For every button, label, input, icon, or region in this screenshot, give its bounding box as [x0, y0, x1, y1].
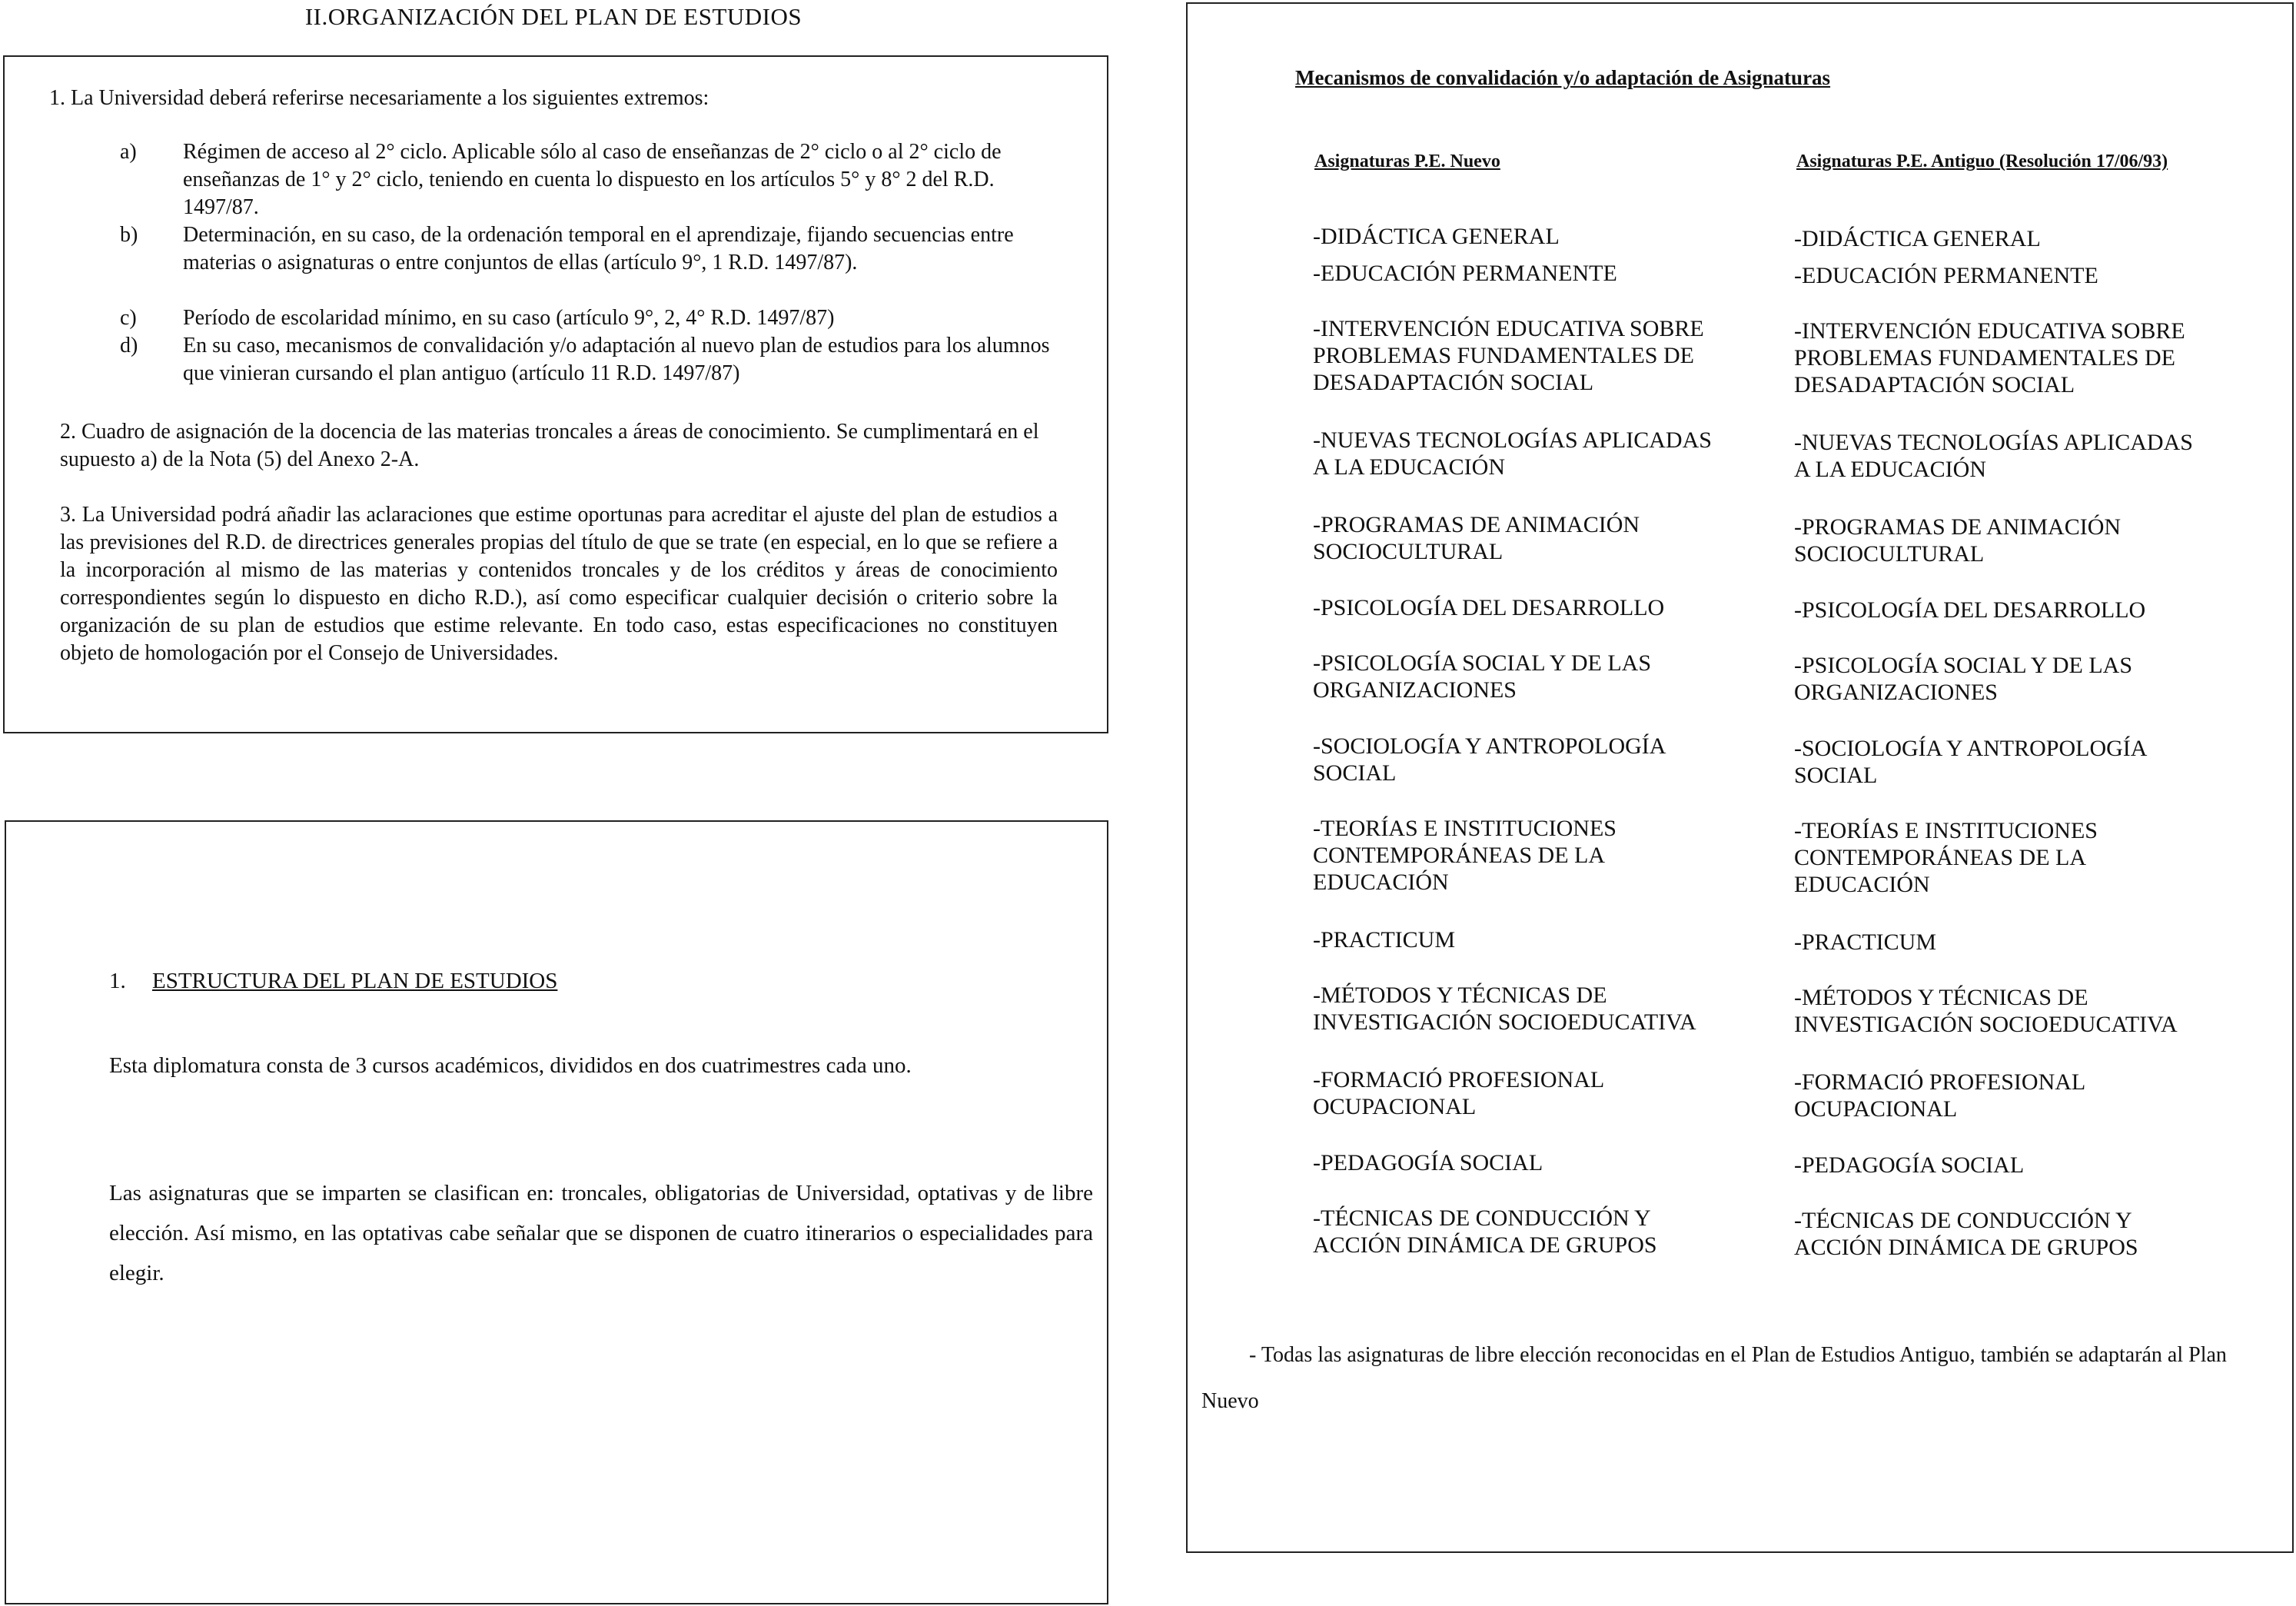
- list-item-label: b): [120, 223, 138, 247]
- subject-new: -PEDAGOGÍA SOCIAL: [1313, 1150, 1543, 1175]
- subject-new: -TÉCNICAS DE CONDUCCIÓN Y ACCIÓN DINÁMICA DE GRUPOS: [1313, 1205, 1657, 1258]
- list-item-text: Período de escolaridad mínimo, en su caso (artículo 9°, 2, 4° R.D. 1497/87): [183, 306, 835, 330]
- organization-requirements-box: [3, 55, 1108, 733]
- subject-old: -EDUCACIÓN PERMANENTE: [1794, 263, 2098, 288]
- subject-old: -PEDAGOGÍA SOCIAL: [1794, 1152, 2025, 1178]
- subject-old: -FORMACIÓ PROFESIONAL OCUPACIONAL: [1794, 1069, 2086, 1122]
- paragraph-1: 1. La Universidad deberá referirse necesariamente a los siguientes extremos:: [49, 86, 709, 110]
- structure-box: [5, 820, 1108, 1604]
- convalidation-title: Mecanismos de convalidación y/o adaptación de Asignaturas: [1295, 66, 1831, 89]
- subject-old: -INTERVENCIÓN EDUCATIVA SOBRE PROBLEMAS FUNDAMENTALES DE DESADAPTACIÓN SOCIAL: [1794, 318, 2185, 397]
- section-number: 1.: [109, 969, 126, 993]
- subject-new: -TEORÍAS E INSTITUCIONES CONTEMPORÁNEAS DE LA EDUCACIÓN: [1313, 816, 1617, 895]
- subject-new: -SOCIOLOGÍA Y ANTROPOLOGÍA SOCIAL: [1313, 733, 1666, 786]
- subject-old: -SOCIOLOGÍA Y ANTROPOLOGÍA SOCIAL: [1794, 736, 2148, 788]
- structure-paragraph-2: Las asignaturas que se imparten se clasifican en: troncales, obligatorias de Universidad, optativas y de libre elección. Así mismo, en las optativas cabe señalar que se disponen de cuatro itinerarios o especialidades para elegir.: [109, 1181, 1093, 1285]
- paragraph-2: 2. Cuadro de asignación de la docencia de las materias troncales a áreas de conocimiento. Se cumplimentará en el supuesto a) de la Nota (5) del Anexo 2-A.: [60, 420, 1039, 471]
- list-item-text: Determinación, en su caso, de la ordenación temporal en el aprendizaje, fijando secuencias entre materias o asignaturas o entre conjuntos de ellas (artículo 9°, 1 R.D. 1497/87).: [183, 223, 1014, 274]
- list-item-text: En su caso, mecanismos de convalidación y/o adaptación al nuevo plan de estudios para los alumnos que vinieran cursando el plan antiguo (artículo 11 R.D. 1497/87): [183, 334, 1050, 385]
- list-item: [120, 304, 1065, 332]
- subject-new: -PSICOLOGÍA SOCIAL Y DE LAS ORGANIZACIONES: [1313, 650, 1652, 703]
- subject-old: -PRACTICUM: [1794, 929, 1937, 955]
- page-title: II.ORGANIZACIÓN DEL PLAN DE ESTUDIOS: [304, 3, 802, 30]
- subject-old: -PROGRAMAS DE ANIMACIÓN SOCIOCULTURAL: [1794, 514, 2122, 567]
- subject-new: -DIDÁCTICA GENERAL: [1313, 224, 1560, 249]
- subject-new: -PROGRAMAS DE ANIMACIÓN SOCIOCULTURAL: [1313, 512, 1640, 564]
- subject-new: -NUEVAS TECNOLOGÍAS APLICADAS A LA EDUCACIÓN: [1313, 427, 1712, 480]
- list-item: [120, 332, 1065, 387]
- structure-paragraph-1: Esta diplomatura consta de 3 cursos académicos, divididos en dos cuatrimestres cada uno.: [109, 1053, 912, 1078]
- subject-old: -PSICOLOGÍA DEL DESARROLLO: [1794, 597, 2146, 623]
- subject-old: -PSICOLOGÍA SOCIAL Y DE LAS ORGANIZACIONES: [1794, 653, 2133, 705]
- list-item: [120, 221, 1065, 304]
- subject-new: -MÉTODOS Y TÉCNICAS DE INVESTIGACIÓN SOCIOEDUCATIVA: [1313, 983, 1696, 1035]
- paragraph-3: 3. La Universidad podrá añadir las aclaraciones que estime oportunas para acreditar el ajuste del plan de estudios a las previsiones del R.D. de directrices generales propias del título de que se trate (en especial, en lo que se refiere a la incorporación al mismo de las materias y contenidos troncales y de los créditos y áreas de conocimiento correspondientes según lo dispuesto en dicho R.D.), así como especificar cualquier decisión o criterio sobre la organización de su plan de estudios que estime relevante. En todo caso, estas especificaciones no constituyen objeto de homologación por el Consejo de Universidades.: [60, 503, 1058, 665]
- subject-old: -TEORÍAS E INSTITUCIONES CONTEMPORÁNEAS DE LA EDUCACIÓN: [1794, 818, 2098, 897]
- subject-new: -FORMACIÓ PROFESIONAL OCUPACIONAL: [1313, 1067, 1605, 1119]
- column-header-old: Asignaturas P.E. Antiguo (Resolución 17/06/93): [1796, 151, 2168, 171]
- convalidation-box: [1186, 2, 2294, 1553]
- subject-new: -PRACTICUM: [1313, 927, 1456, 953]
- section-heading: ESTRUCTURA DEL PLAN DE ESTUDIOS: [152, 969, 558, 993]
- list-item-text: Régimen de acceso al 2° ciclo. Aplicable sólo al caso de enseñanzas de 2° ciclo o al 2° ciclo de enseñanzas de 1° y 2° ciclo, teniendo en cuenta lo dispuesto en los artículos 5° y 8° 2 del R.D. 1497/87.: [183, 140, 1002, 219]
- subject-new: -PSICOLOGÍA DEL DESARROLLO: [1313, 595, 1665, 620]
- list-item-label: c): [120, 306, 137, 330]
- subject-old: -NUEVAS TECNOLOGÍAS APLICADAS A LA EDUCACIÓN: [1794, 430, 2193, 482]
- subject-new: -INTERVENCIÓN EDUCATIVA SOBRE PROBLEMAS FUNDAMENTALES DE DESADAPTACIÓN SOCIAL: [1313, 316, 1704, 395]
- subject-old: -MÉTODOS Y TÉCNICAS DE INVESTIGACIÓN SOCIOEDUCATIVA: [1794, 985, 2178, 1037]
- list-item-label: d): [120, 334, 138, 357]
- list-item-label: a): [120, 140, 137, 164]
- subject-old: -DIDÁCTICA GENERAL: [1794, 226, 2041, 251]
- subject-new: -EDUCACIÓN PERMANENTE: [1313, 261, 1617, 286]
- footnote: - Todas las asignaturas de libre elección reconocidas en el Plan de Estudios Antiguo, también se adaptarán al Plan Nuevo: [1201, 1343, 2227, 1413]
- list-item: [120, 138, 1065, 221]
- subject-old: -TÉCNICAS DE CONDUCCIÓN Y ACCIÓN DINÁMICA DE GRUPOS: [1794, 1208, 2138, 1260]
- column-header-new: Asignaturas P.E. Nuevo: [1314, 151, 1500, 171]
